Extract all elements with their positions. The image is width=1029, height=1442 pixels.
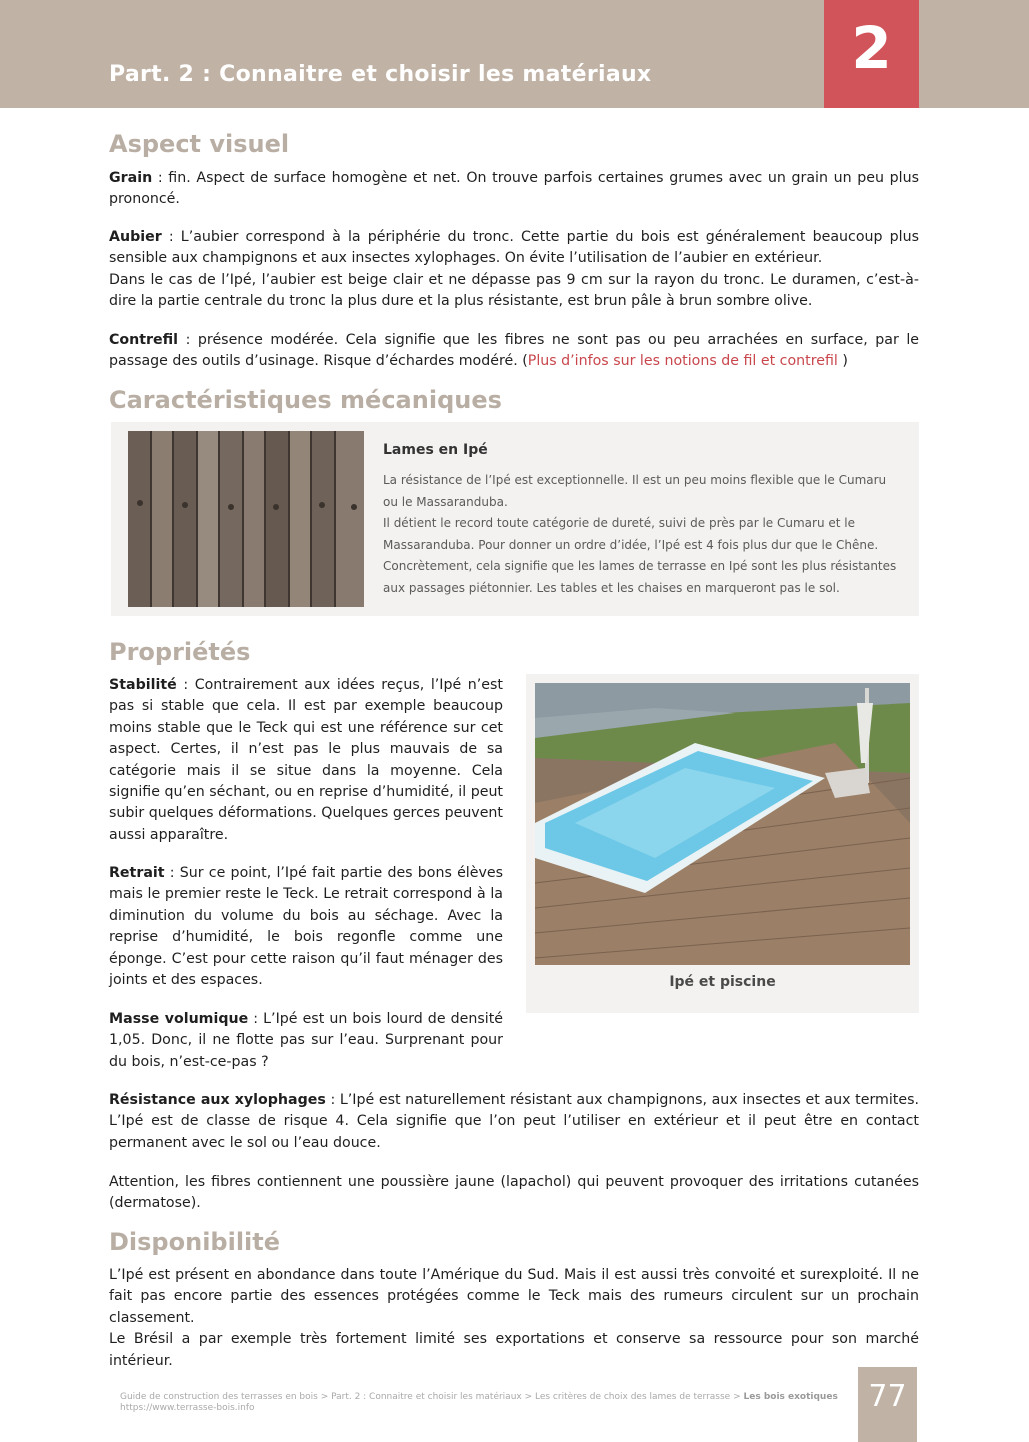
disponibilite-text-1: L’Ipé est présent en abondance dans toute l’Amérique du Sud. Mais il est aussi très convoité et surexploité. Il ne fait pas encore partie des essences protégées comme le Teck mais des rumeurs circulent sur un prochain classement. [109, 1267, 919, 1326]
heading-caracteristiques-mecaniques: Caractéristiques mécaniques [109, 386, 502, 414]
disponibilite-text-2: Le Brésil a par exemple très fortement limité ses exportations et conserve sa ressource pour son marché intérieur. [109, 1331, 919, 1369]
card-text [383, 470, 898, 600]
paragraph-attention: Attention, les fibres contiennent une poussière jaune (lapachol) qui peuvent provoquer des irritations cutanées (dermatose). [109, 1174, 919, 1212]
card-paragraph-2: Il détient le record toute catégorie de dureté, suivi de près par le Cumaru et le Massaranduba. Pour donner un ordre d’idée, l’Ipé est 4 fois plus dur que le Chêne. [383, 516, 879, 552]
aubier-text: : L’aubier correspond à la périphérie du tronc. Cette partie du bois est généralement beaucoup plus sensible aux champignons et aux insectes xylophages. On évite l’utilisation de l’aubier en extérieur. [109, 229, 919, 267]
heading-disponibilite: Disponibilité [109, 1228, 281, 1256]
card-paragraph-1: La résistance de l’Ipé est exceptionnelle. Il est un peu moins flexible que le Cumaru ou le Massaranduba. [383, 473, 887, 509]
aubier-text-2: Dans le cas de l’Ipé, l’aubier est beige clair et ne dépasse pas 9 cm sur la rayon du tronc. Le duramen, c’est-à-dire la partie centrale du tronc la plus dure et la plus résistante, est brun pâle à brun sombre olive. [109, 271, 919, 310]
chapter-number-badge: 2 [824, 0, 919, 108]
heading-aspect-visuel: Aspect visuel [109, 130, 290, 158]
stabilite-label: Stabilité [109, 677, 177, 693]
header-title: Part. 2 : Connaitre et choisir les matériaux [109, 62, 652, 87]
heading-proprietes: Propriétés [109, 638, 251, 666]
lames-ipe-photo [128, 431, 364, 607]
pool-deck-image [535, 683, 910, 965]
contrefil-link[interactable]: Plus d’infos sur les notions de fil et contrefil [527, 353, 838, 370]
card-paragraph-3: Concrètement, cela signifie que les lames de terrasse en Ipé sont les plus résistantes aux passages piétonnier. Les tables et les chaises en marqueront pas le sol. [383, 559, 897, 595]
page-number: 77 [858, 1367, 917, 1442]
paragraph-aubier [109, 227, 919, 313]
retrait-text: : Sur ce point, l’Ipé fait partie des bons élèves mais le premier reste le Teck. Le retrait correspond à la diminution du volume du bois au séchage. Avec la reprise d’humidité, le bois regonfle comme une éponge. C’est pour cette raison qu’il faut ménager des joints et des espaces. [109, 865, 503, 989]
paragraph-grain [109, 168, 919, 211]
breadcrumb-path[interactable]: Guide de construction des terrasses en bois > Part. 2 : Connaitre et choisir les matériaux > Les critères de choix des lames de terrasse > [120, 1392, 744, 1402]
aubier-label: Aubier [109, 229, 162, 245]
paragraph-masse-volumique [109, 1009, 503, 1073]
breadcrumb-current[interactable]: Les bois exotiques [743, 1392, 838, 1402]
card-title: Lames en Ipé [383, 442, 488, 458]
xylo-text: : L’Ipé est naturellement résistant aux champignons, aux insectes et aux termites. L’Ipé est de classe de risque 4. Cela signifie que l’on peut l’utiliser en extérieur et il peut être en contact permanent avec le sol ou l’eau douce. [109, 1092, 919, 1151]
stabilite-text: : Contrairement aux idées reçus, l’Ipé n’est pas si stable que cela. Il est par exemple beaucoup moins stable que le Teck qui est une référence sur cet aspect. Certes, il n’est pas le plus mauvais de sa catégorie mais il se situe dans la moyenne. Cela signifie qu’en séchant, ou en reprise d’humidité, il peut subir quelques déformations. Quelques gerces peuvent aussi apparaître. [109, 677, 503, 843]
xylo-label: Résistance aux xylophages [109, 1092, 326, 1108]
paragraph-xylophages [109, 1090, 919, 1154]
paragraph-stabilite [109, 675, 503, 846]
pool-photo [535, 683, 910, 965]
wood-planks-image [128, 431, 364, 607]
contrefil-end: ) [837, 353, 848, 370]
contrefil-label: Contrefil [109, 332, 179, 348]
contrefil-text: : présence modérée. Cela signifie que les fibres ne sont pas ou peu arrachées en surface, par le passage des outils d’usinage. Risque d’échardes modéré. ( [109, 332, 919, 370]
retrait-label: Retrait [109, 865, 165, 881]
pool-figure-card [526, 674, 919, 1013]
footer-breadcrumb [120, 1392, 840, 1414]
paragraph-retrait [109, 863, 503, 991]
masse-text: : L’Ipé est un bois lourd de densité 1,05. Donc, il ne flotte pas sur l’eau. Surprenant pour du bois, n’est-ce-pas ? [109, 1011, 503, 1070]
masse-label: Masse volumique [109, 1011, 249, 1027]
grain-text: : fin. Aspect de surface homogène et net. On trouve parfois certaines grumes avec un grain un peu plus prononcé. [109, 170, 919, 208]
footer-url[interactable]: https://www.terrasse-bois.info [120, 1403, 255, 1413]
grain-label: Grain [109, 170, 153, 186]
paragraph-disponibilite [109, 1265, 919, 1372]
lames-ipe-card [111, 422, 919, 616]
paragraph-contrefil [109, 330, 919, 373]
pool-caption: Ipé et piscine [669, 974, 776, 990]
